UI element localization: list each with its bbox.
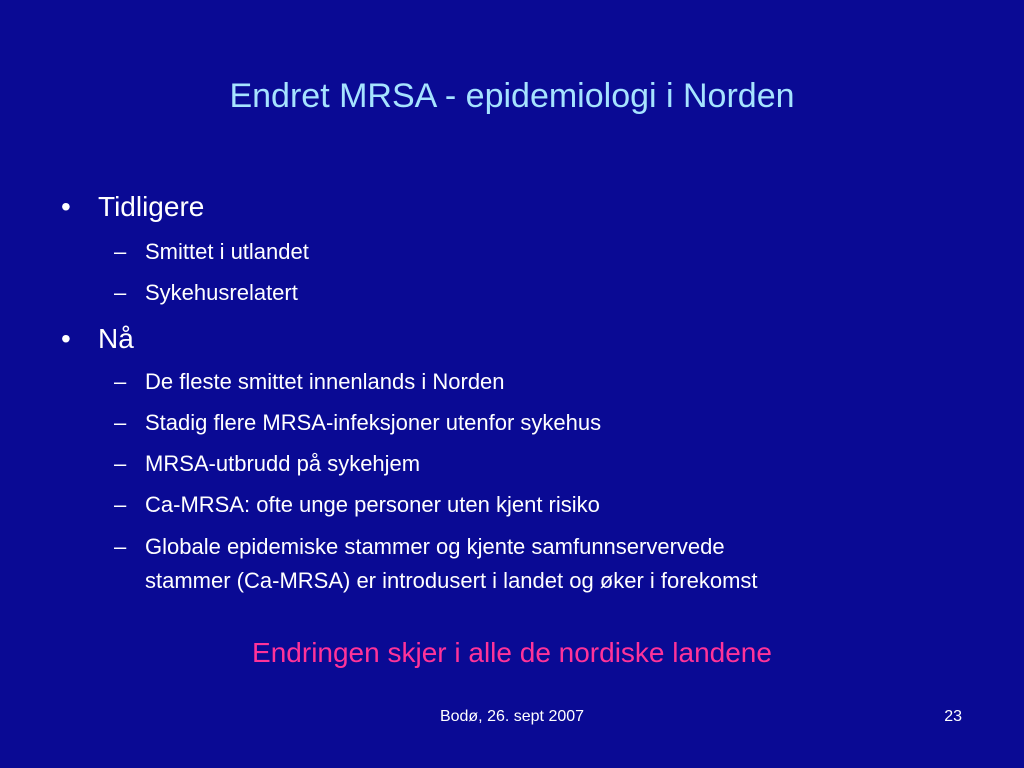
sub-bullet-label: Stadig flere MRSA-infeksjoner utenfor sykehus bbox=[145, 410, 602, 435]
bullet-label: Tidligere bbox=[98, 191, 205, 222]
sub-bullet-continuation bbox=[145, 565, 758, 596]
dash-icon: – bbox=[114, 280, 127, 305]
sub-bullet-label: De fleste smittet innenlands i Norden bbox=[145, 369, 505, 394]
bullet-icon: • bbox=[61, 323, 71, 354]
sub-bullet-label: MRSA-utbrudd på sykehjem bbox=[145, 451, 421, 476]
bullet-icon: • bbox=[61, 191, 71, 222]
dash-icon: – bbox=[114, 492, 127, 517]
sub-bullet-item bbox=[114, 277, 298, 308]
sub-bullet-item bbox=[114, 489, 600, 520]
sub-bullet-item bbox=[114, 366, 505, 397]
sub-bullet-item bbox=[114, 448, 421, 479]
sub-bullet-item bbox=[114, 407, 602, 438]
dash-icon: – bbox=[114, 410, 127, 435]
sub-bullet-item bbox=[114, 236, 309, 267]
sub-bullet-label: Smittet i utlandet bbox=[145, 239, 309, 264]
sub-bullet-label: Ca-MRSA: ofte unge personer uten kjent risiko bbox=[145, 492, 600, 517]
footer-text: Bodø, 26. sept 2007 bbox=[439, 708, 585, 725]
bullet-label: Nå bbox=[98, 323, 134, 354]
slide-title: Endret MRSA - epidemiologi i Norden bbox=[229, 77, 795, 115]
dash-icon: – bbox=[114, 451, 127, 476]
page-number: 23 bbox=[944, 708, 962, 725]
sub-bullet-label: Globale epidemiske stammer og kjente samfunnservervede bbox=[145, 534, 725, 559]
emphasis-text: Endringen skjer i alle de nordiske landene bbox=[252, 637, 772, 668]
sub-bullet-label: stammer (Ca-MRSA) er introdusert i landet og øker i forekomst bbox=[145, 568, 758, 593]
bullet-item-tidligere bbox=[61, 190, 205, 224]
dash-icon: – bbox=[114, 239, 127, 264]
bullet-item-naa bbox=[61, 322, 134, 356]
sub-bullet-label: Sykehusrelatert bbox=[145, 280, 298, 305]
dash-icon: – bbox=[114, 534, 127, 559]
dash-icon: – bbox=[114, 369, 127, 394]
sub-bullet-item bbox=[114, 531, 725, 562]
